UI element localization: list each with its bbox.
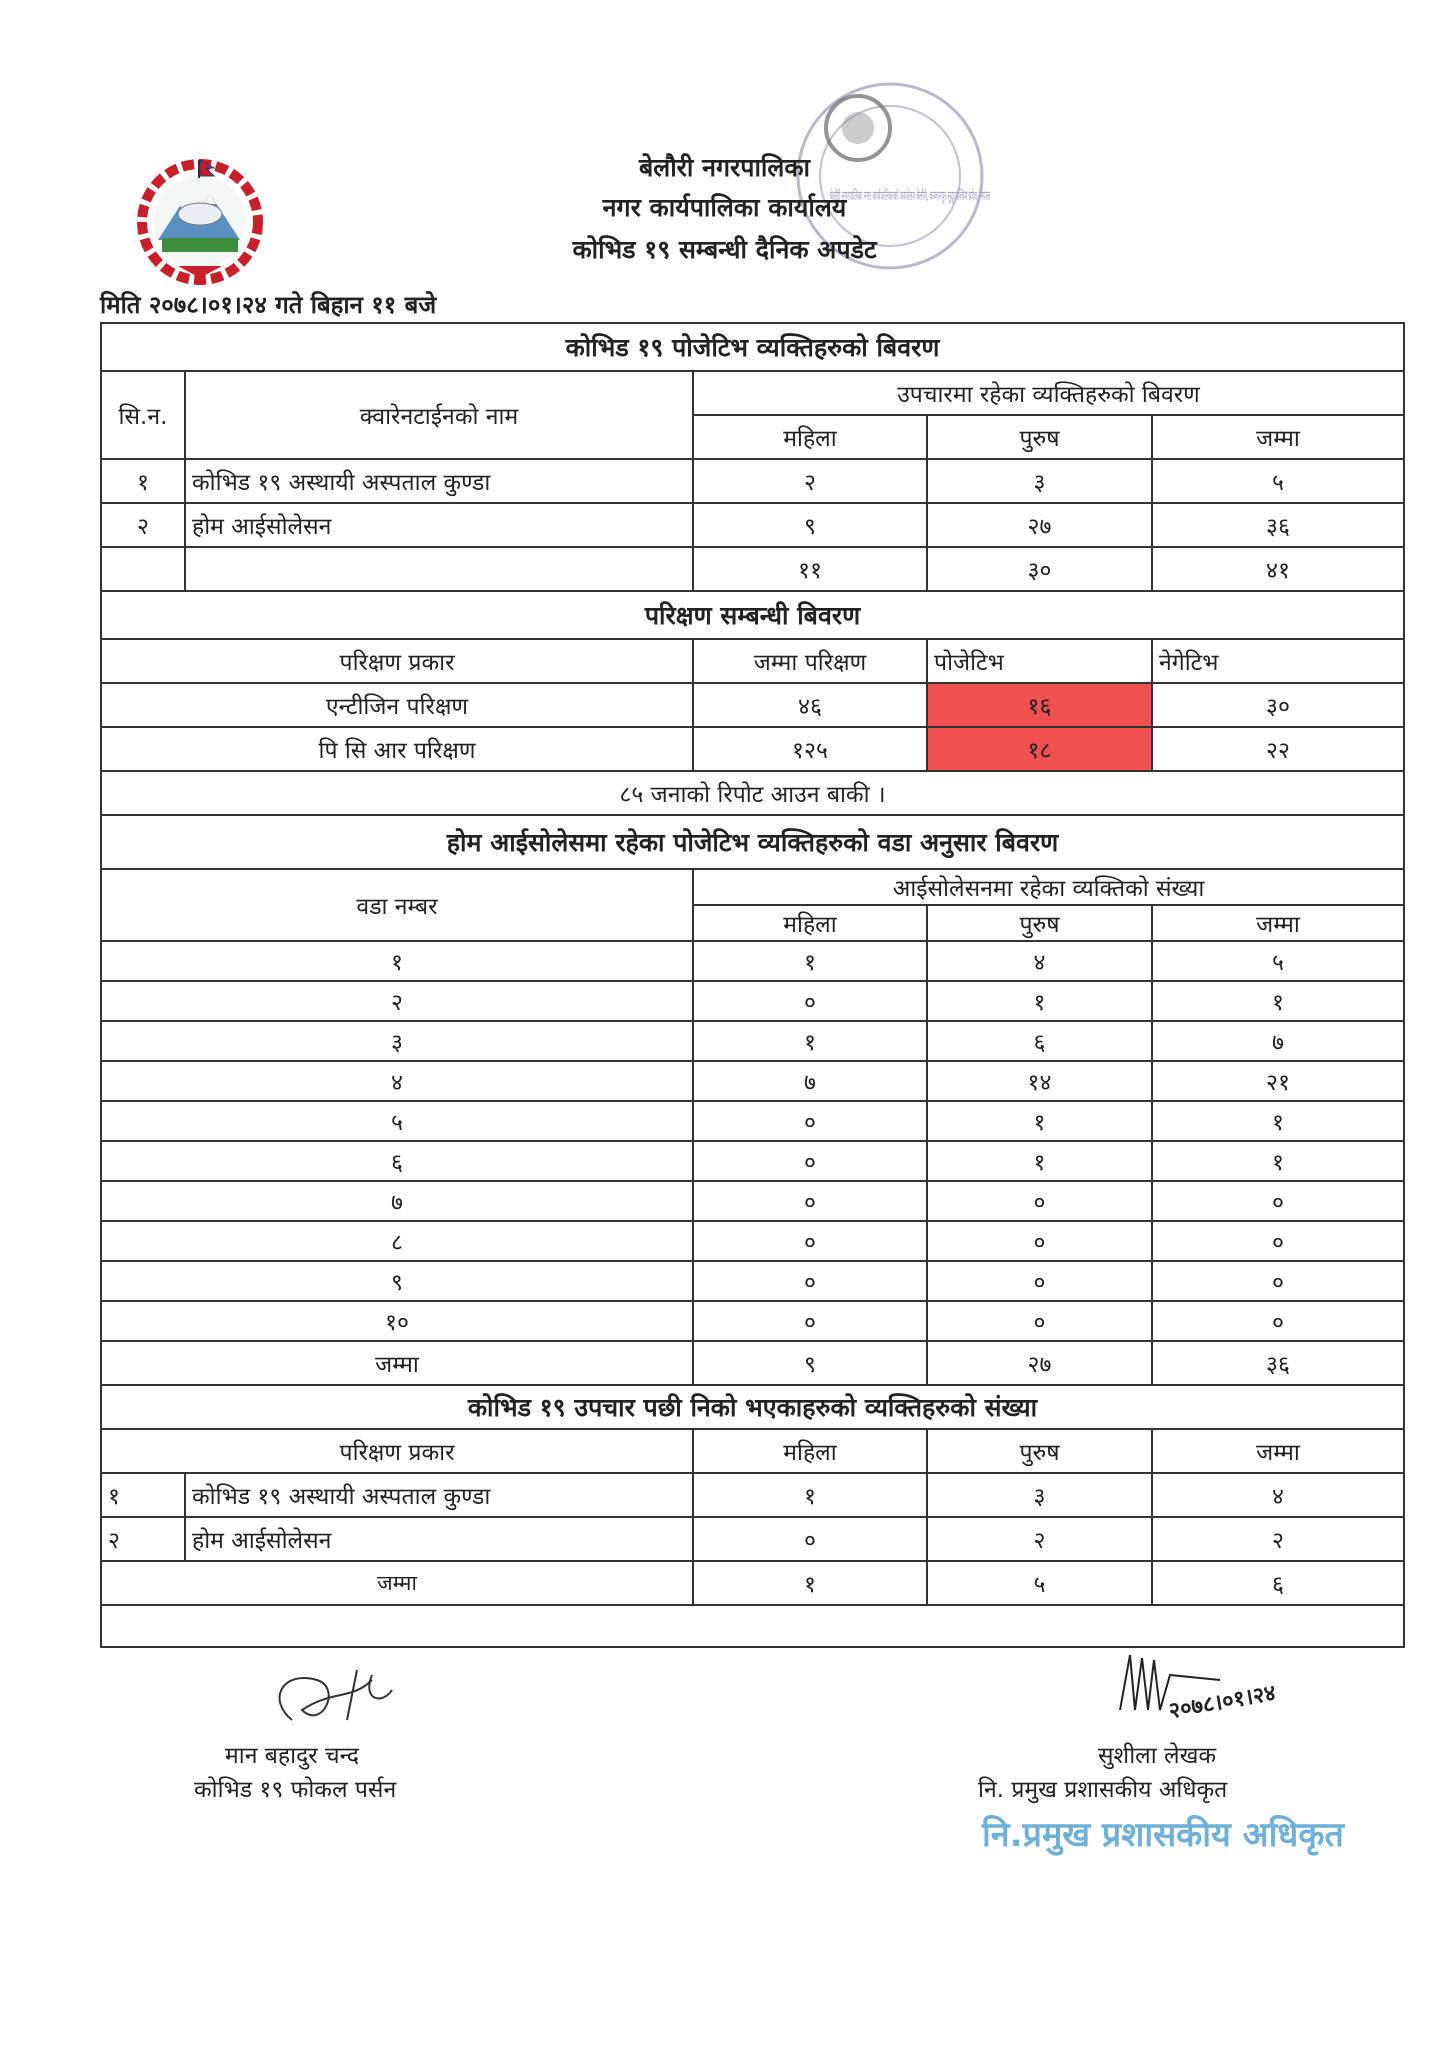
- col-female-header: महिला: [693, 905, 927, 941]
- ward-row: [101, 1261, 1404, 1301]
- row-sn: १: [101, 459, 185, 503]
- ward-female: ०: [693, 1181, 927, 1221]
- sum-female: ११: [693, 547, 927, 591]
- sum-female: १: [693, 1561, 927, 1605]
- col-female-header: महिला: [693, 1429, 927, 1473]
- test-total: १२५: [693, 727, 927, 771]
- ward-row: [101, 1301, 1404, 1341]
- row-name: कोभिड १९ अस्थायी अस्पताल कुण्डा: [185, 1473, 693, 1517]
- row-sn: २: [101, 503, 185, 547]
- col-total-header: जम्मा: [1152, 1429, 1404, 1473]
- ward-ward: १०: [101, 1301, 693, 1341]
- row-female: ९: [693, 503, 927, 547]
- ward-ward: ७: [101, 1181, 693, 1221]
- municipality-name: बेलौरी नगरपालिका: [638, 153, 811, 182]
- right-signer-title: नि. प्रमुख प्रशासकीय अधिकृत: [978, 1777, 1228, 1803]
- ward-total: १: [1152, 1141, 1404, 1181]
- col-sn-header: सि.न.: [101, 371, 185, 459]
- test-positive: १८: [927, 727, 1152, 771]
- ward-female: ०: [693, 1141, 927, 1181]
- table-row: [101, 1473, 1404, 1517]
- ward-row: [101, 1101, 1404, 1141]
- ward-total: ५: [1152, 941, 1404, 981]
- ward-male: ०: [927, 1301, 1152, 1341]
- left-signer-name: मान बहादुर चन्द: [225, 1743, 359, 1769]
- test-type: पि सि आर परिक्षण: [101, 727, 693, 771]
- col-test-type-header: परिक्षण प्रकार: [101, 639, 693, 683]
- ward-male: १: [927, 981, 1152, 1021]
- ward-row: [101, 1021, 1404, 1061]
- ward-ward: ९: [101, 1261, 693, 1301]
- office-name: नगर कार्यपालिका कार्यालय: [602, 193, 847, 222]
- row-female: १: [693, 1473, 927, 1517]
- table-row: [101, 503, 1404, 547]
- left-signature: [262, 1660, 412, 1740]
- ward-ward: ३: [101, 1021, 693, 1061]
- sum-male: २७: [927, 1341, 1152, 1385]
- col-male-header: पुरुष: [927, 905, 1152, 941]
- col-treatment-group-header: उपचारमा रहेका व्यक्तिहरुको बिवरण: [693, 371, 1404, 415]
- table-row: [101, 1517, 1404, 1561]
- row-male: २७: [927, 503, 1152, 547]
- ward-total: १: [1152, 1101, 1404, 1141]
- col-male-header: पुरुष: [927, 1429, 1152, 1473]
- row-female: ०: [693, 1517, 927, 1561]
- sum-label: जम्मा: [101, 1341, 693, 1385]
- ward-male: १४: [927, 1061, 1152, 1101]
- test-negative: ३०: [1152, 683, 1404, 727]
- ward-female: ०: [693, 1301, 927, 1341]
- col-positive-header: पोजेटिभ: [927, 639, 1152, 683]
- row-male: २: [927, 1517, 1152, 1561]
- row-total: ३६: [1152, 503, 1404, 547]
- ward-total: ०: [1152, 1301, 1404, 1341]
- sum-male: ३०: [927, 547, 1152, 591]
- sum-row: [101, 1341, 1404, 1385]
- sum-male: ५: [927, 1561, 1152, 1605]
- ward-row: [101, 941, 1404, 981]
- col-quarantine-header: क्वारेनटाईनको नाम: [185, 371, 693, 459]
- table-row: [101, 727, 1404, 771]
- stamp-text: बेलौरी नगरपालिका नगर कार्यपालिकाको कार्यालय बेलौरी, कञ्चनपुर सुदूरपश्चिम प्रदेश, नेपाल: [830, 189, 1267, 204]
- left-signer-title: कोभिड १९ फोकल पर्सन: [194, 1777, 397, 1803]
- row-sn: २: [101, 1517, 185, 1561]
- right-signer-name: सुशीला लेखक: [1098, 1743, 1217, 1769]
- recovered-section-title: कोभिड १९ उपचार पछी निको भएकाहरुको व्यक्तिहरुको संख्या: [101, 1385, 1404, 1429]
- col-test-type-header: परिक्षण प्रकार: [101, 1429, 693, 1473]
- ward-rows: [101, 941, 1404, 1341]
- ward-male: ०: [927, 1181, 1152, 1221]
- row-male: ३: [927, 1473, 1152, 1517]
- report-date: मिति २०७८।०१।२४ गते बिहान ११ बजे: [100, 291, 437, 319]
- col-male-header: पुरुष: [927, 415, 1152, 459]
- ward-female: १: [693, 1021, 927, 1061]
- test-positive: १६: [927, 683, 1152, 727]
- testing-section-title: परिक्षण सम्बन्धी बिवरण: [101, 591, 1404, 639]
- ward-male: १: [927, 1101, 1152, 1141]
- ward-ward: २: [101, 981, 693, 1021]
- report-title: कोभिड १९ सम्बन्धी दैनिक अपडेट: [572, 235, 877, 264]
- ward-total: ७: [1152, 1021, 1404, 1061]
- ward-ward: १: [101, 941, 693, 981]
- col-total-header: जम्मा: [1152, 905, 1404, 941]
- signature-date: २०७८।०१।२४: [1166, 1680, 1278, 1725]
- ward-male: १: [927, 1141, 1152, 1181]
- ward-female: ०: [693, 1261, 927, 1301]
- row-total: २: [1152, 1517, 1404, 1561]
- table-row: [101, 683, 1404, 727]
- sum-total: ४१: [1152, 547, 1404, 591]
- table-row: [101, 459, 1404, 503]
- col-total-header: जम्मा: [1152, 415, 1404, 459]
- ward-female: ७: [693, 1061, 927, 1101]
- sum-label: जम्मा: [101, 1561, 693, 1605]
- ward-female: ०: [693, 981, 927, 1021]
- row-name: कोभिड १९ अस्थायी अस्पताल कुण्डा: [185, 459, 693, 503]
- ward-ward: ४: [101, 1061, 693, 1101]
- ward-total: १: [1152, 981, 1404, 1021]
- sum-row: [101, 547, 1404, 591]
- col-negative-header: नेगेटिभ: [1152, 639, 1404, 683]
- ward-ward: ५: [101, 1101, 693, 1141]
- row-sn: १: [101, 1473, 185, 1517]
- sum-row: [101, 1561, 1404, 1605]
- ward-female: १: [693, 941, 927, 981]
- ward-total: ०: [1152, 1221, 1404, 1261]
- test-type: एन्टीजिन परिक्षण: [101, 683, 693, 727]
- row-female: २: [693, 459, 927, 503]
- ward-row: [101, 1221, 1404, 1261]
- pending-reports-note: ८५ जनाको रिपोट आउन बाकी ।: [101, 771, 1404, 815]
- ward-total: ०: [1152, 1261, 1404, 1301]
- col-female-header: महिला: [693, 415, 927, 459]
- ward-male: ६: [927, 1021, 1152, 1061]
- designation-stamp: नि.प्रमुख प्रशासकीय अधिकृत: [982, 1815, 1344, 1855]
- test-negative: २२: [1152, 727, 1404, 771]
- sum-total: ३६: [1152, 1341, 1404, 1385]
- ward-male: ०: [927, 1261, 1152, 1301]
- col-total-tests-header: जम्मा परिक्षण: [693, 639, 927, 683]
- sum-female: ९: [693, 1341, 927, 1385]
- ward-female: ०: [693, 1101, 927, 1141]
- row-male: ३: [927, 459, 1152, 503]
- ward-section-title: होम आईसोलेसमा रहेका पोजेटिभ व्यक्तिहरुको वडा अनुसार बिवरण: [101, 815, 1404, 869]
- col-ward-header: वडा नम्बर: [101, 869, 693, 941]
- row-total: ५: [1152, 459, 1404, 503]
- ward-row: [101, 1061, 1404, 1101]
- ward-male: ०: [927, 1221, 1152, 1261]
- positive-section-title: कोभिड १९ पोजेटिभ व्यक्तिहरुको बिवरण: [101, 323, 1404, 371]
- ward-row: [101, 1141, 1404, 1181]
- col-isolation-group-header: आईसोलेसनमा रहेका व्यक्तिको संख्या: [693, 869, 1404, 905]
- ward-row: [101, 981, 1404, 1021]
- test-total: ४६: [693, 683, 927, 727]
- ward-female: ०: [693, 1221, 927, 1261]
- ward-ward: ६: [101, 1141, 693, 1181]
- ward-male: ४: [927, 941, 1152, 981]
- ward-total: २१: [1152, 1061, 1404, 1101]
- ward-total: ०: [1152, 1181, 1404, 1221]
- row-total: ४: [1152, 1473, 1404, 1517]
- sum-total: ६: [1152, 1561, 1404, 1605]
- row-name: होम आईसोलेसन: [185, 1517, 693, 1561]
- ward-row: [101, 1181, 1404, 1221]
- ward-ward: ८: [101, 1221, 693, 1261]
- row-name: होम आईसोलेसन: [185, 503, 693, 547]
- covid-report-table: [100, 322, 1405, 1648]
